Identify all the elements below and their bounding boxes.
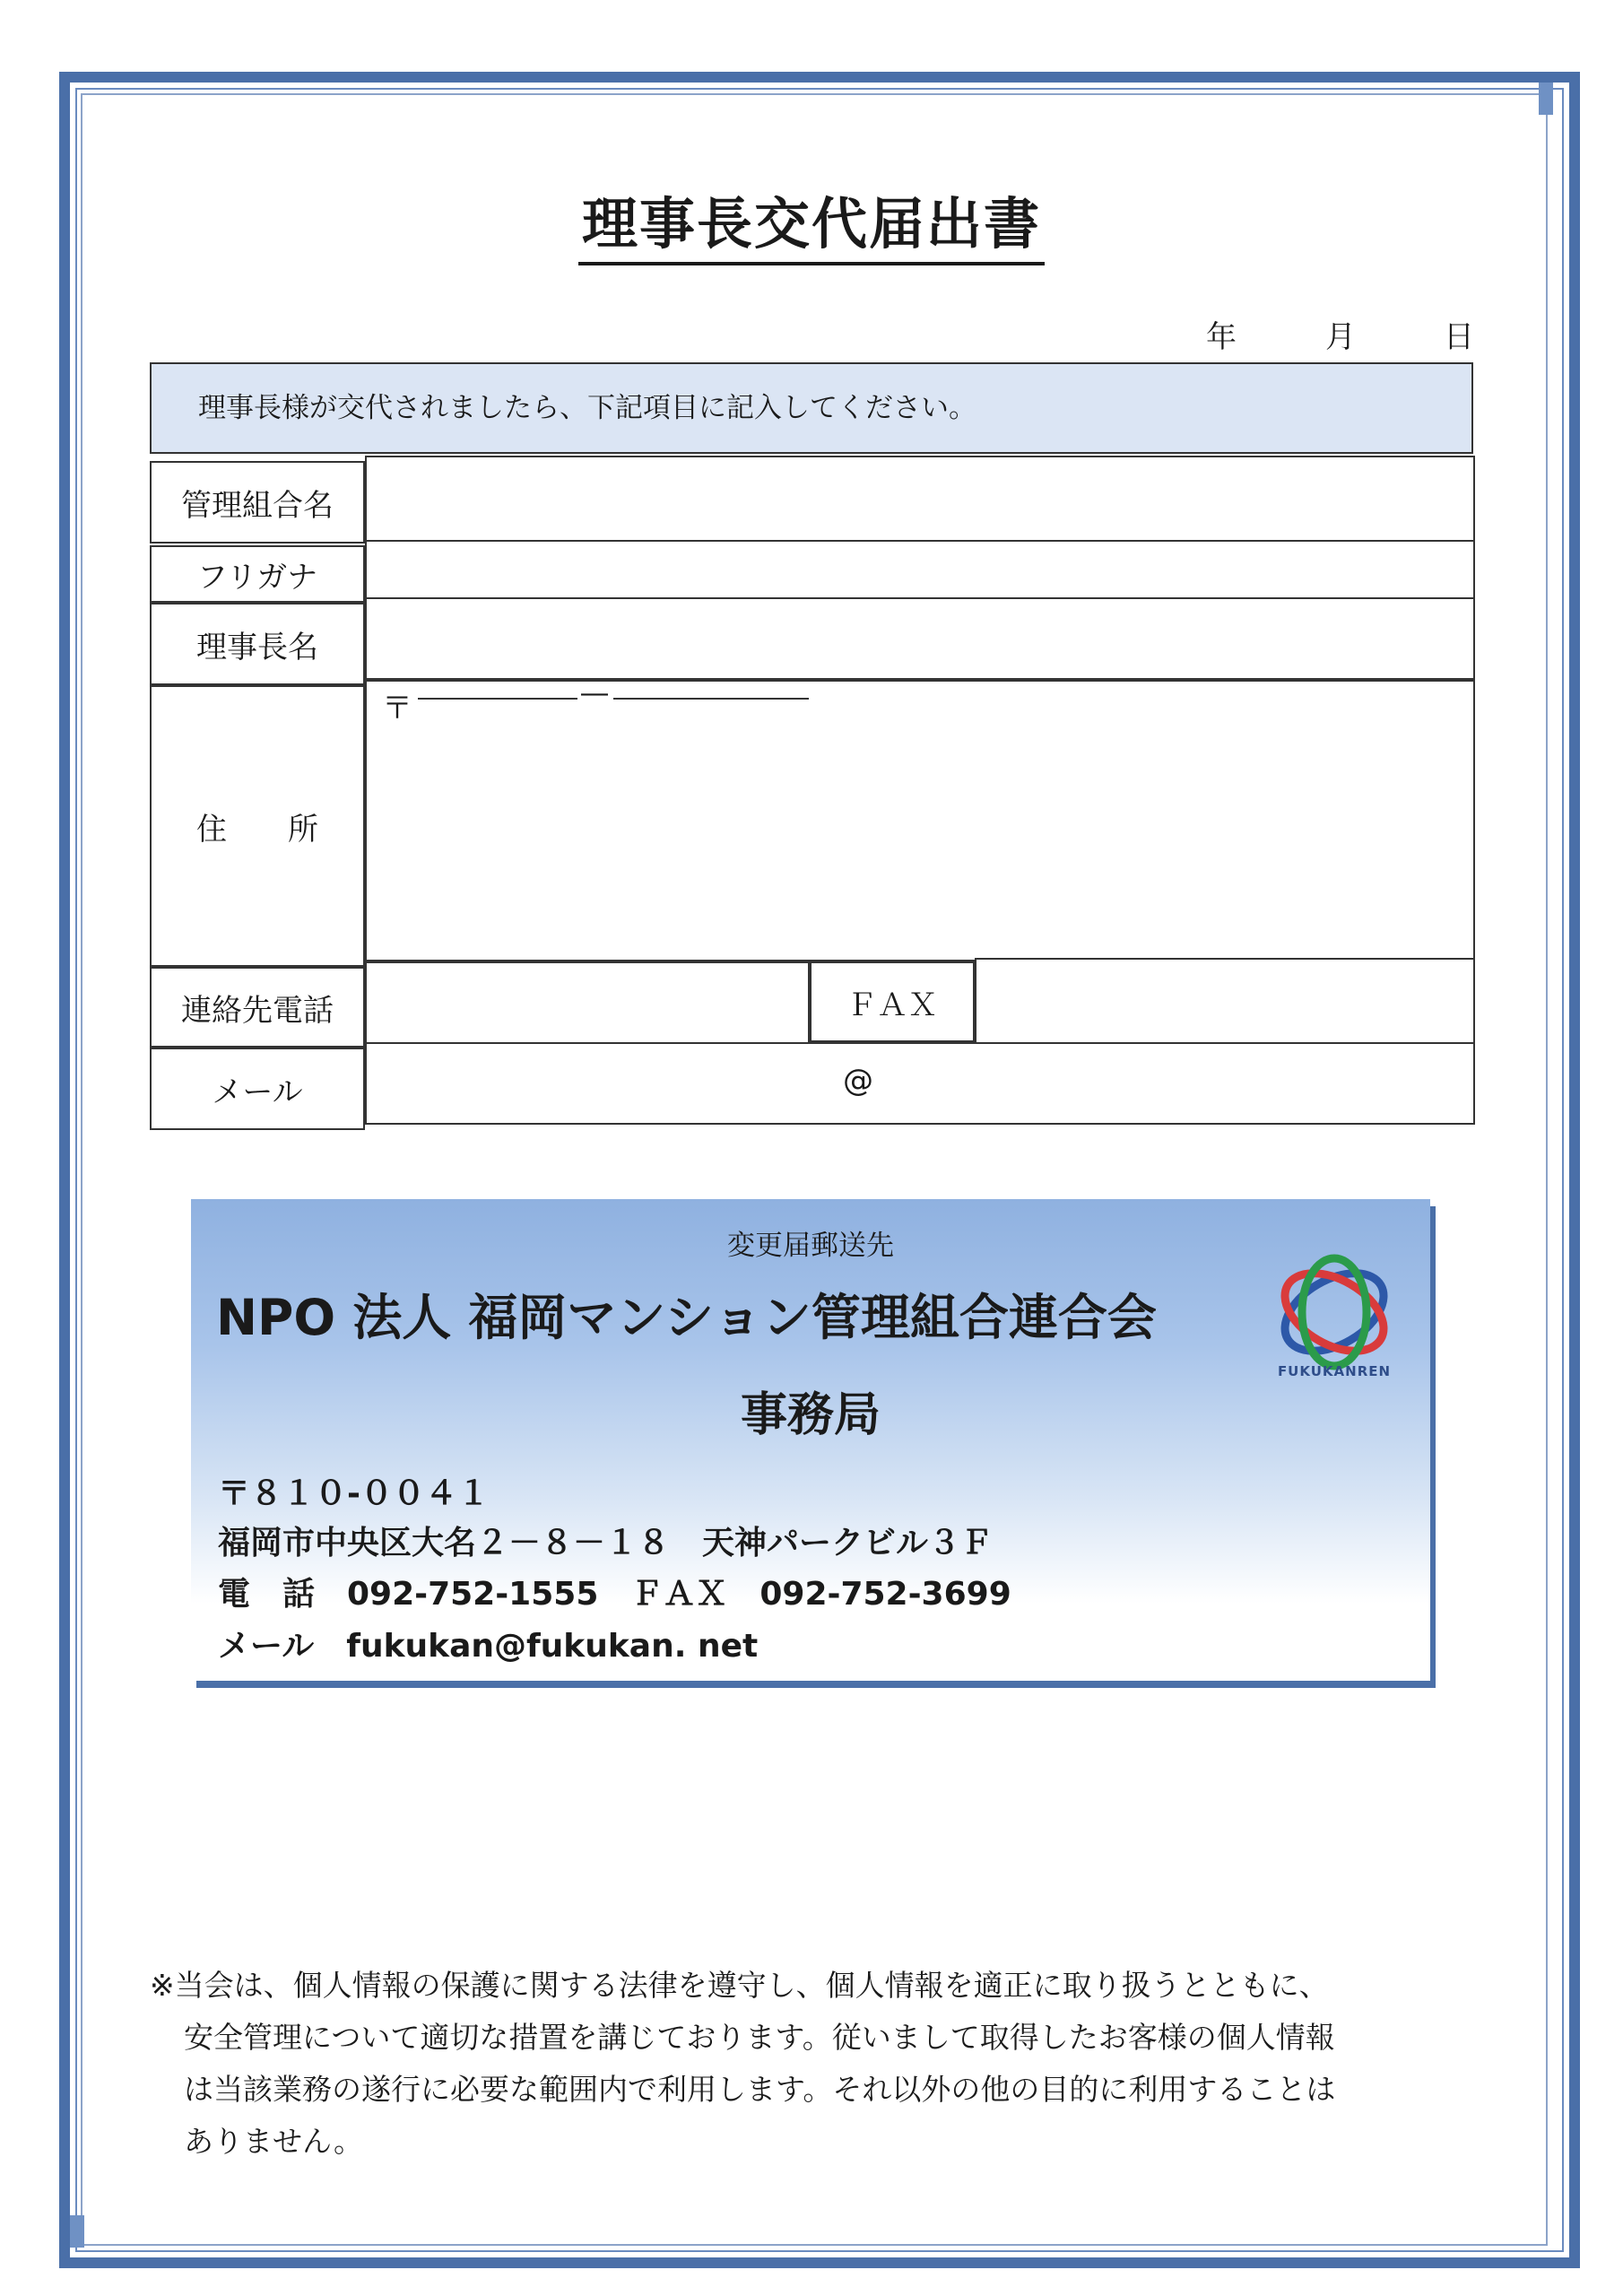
- postal-mark: 〒: [382, 691, 412, 726]
- email-at-sign: @: [843, 1063, 873, 1099]
- border-accent-bottom-left: [70, 2215, 84, 2248]
- mailing-postal-code: 〒８１０-００４１: [218, 1475, 490, 1512]
- phone-input[interactable]: [365, 961, 810, 1048]
- date-day-label: 日: [1444, 319, 1474, 355]
- phone-label: 連絡先電話: [181, 992, 334, 1029]
- postal-second-blank[interactable]: [613, 698, 809, 700]
- address-label: 住 所: [196, 811, 318, 848]
- email-label: メール: [212, 1074, 303, 1110]
- logo-text: FUKUKANREN: [1277, 1363, 1392, 1379]
- office-name: 事務局: [740, 1388, 881, 1442]
- furigana-label: フリガナ: [196, 559, 318, 596]
- postal-first-blank[interactable]: [418, 698, 577, 700]
- mailing-destination-box: [191, 1199, 1430, 1681]
- mailing-email: メール fukukan@fukukan. net: [218, 1628, 759, 1665]
- logo-ring-red: [1271, 1257, 1397, 1367]
- privacy-notice-line-1: ※当会は、個人情報の保護に関する法律を遵守し、個人情報を適正に取り扱うとともに、: [150, 1968, 1329, 2003]
- union-name-input[interactable]: [365, 456, 1475, 544]
- chairman-name-label: 理事長名: [196, 629, 318, 665]
- union-name-label: 管理組合名: [181, 487, 334, 524]
- date-month-label: 月: [1325, 319, 1356, 355]
- postal-dash: ―: [581, 678, 608, 709]
- fax-input[interactable]: [975, 958, 1475, 1044]
- form-instruction: 理事長様が交代されましたら、下記項目に記入してください。: [150, 362, 1473, 454]
- mailing-heading: 変更届郵送先: [727, 1230, 894, 1262]
- organization-name: NPO 法人 福岡マンション管理組合連合会: [216, 1289, 1157, 1346]
- border-accent-top-right: [1539, 83, 1553, 115]
- furigana-input[interactable]: [365, 540, 1475, 601]
- email-input[interactable]: [365, 1042, 1475, 1125]
- mailing-phone-fax: 電 話 092-752-1555 ＦＡＸ 092-752-3699: [218, 1576, 1011, 1613]
- privacy-notice-line-4: ありません。: [184, 2124, 363, 2159]
- privacy-notice-line-2: 安全管理について適切な措置を講じております。従いまして取得したお客様の個人情報: [184, 2020, 1335, 2055]
- fax-label: ＦＡＸ: [846, 987, 938, 1023]
- date-year-label: 年: [1206, 319, 1237, 355]
- chairman-name-input[interactable]: [365, 597, 1475, 680]
- privacy-notice-line-3: は当該業務の遂行に必要な範囲内で利用します。それ以外の他の目的に利用することは: [184, 2072, 1336, 2107]
- document-title: 理事長交代届出書: [0, 179, 1623, 259]
- address-input[interactable]: [365, 680, 1475, 961]
- mailing-address: 福岡市中央区大名２－８－１８ 天神パークビル３Ｆ: [218, 1525, 994, 1561]
- privacy-notice: [150, 1960, 1477, 2168]
